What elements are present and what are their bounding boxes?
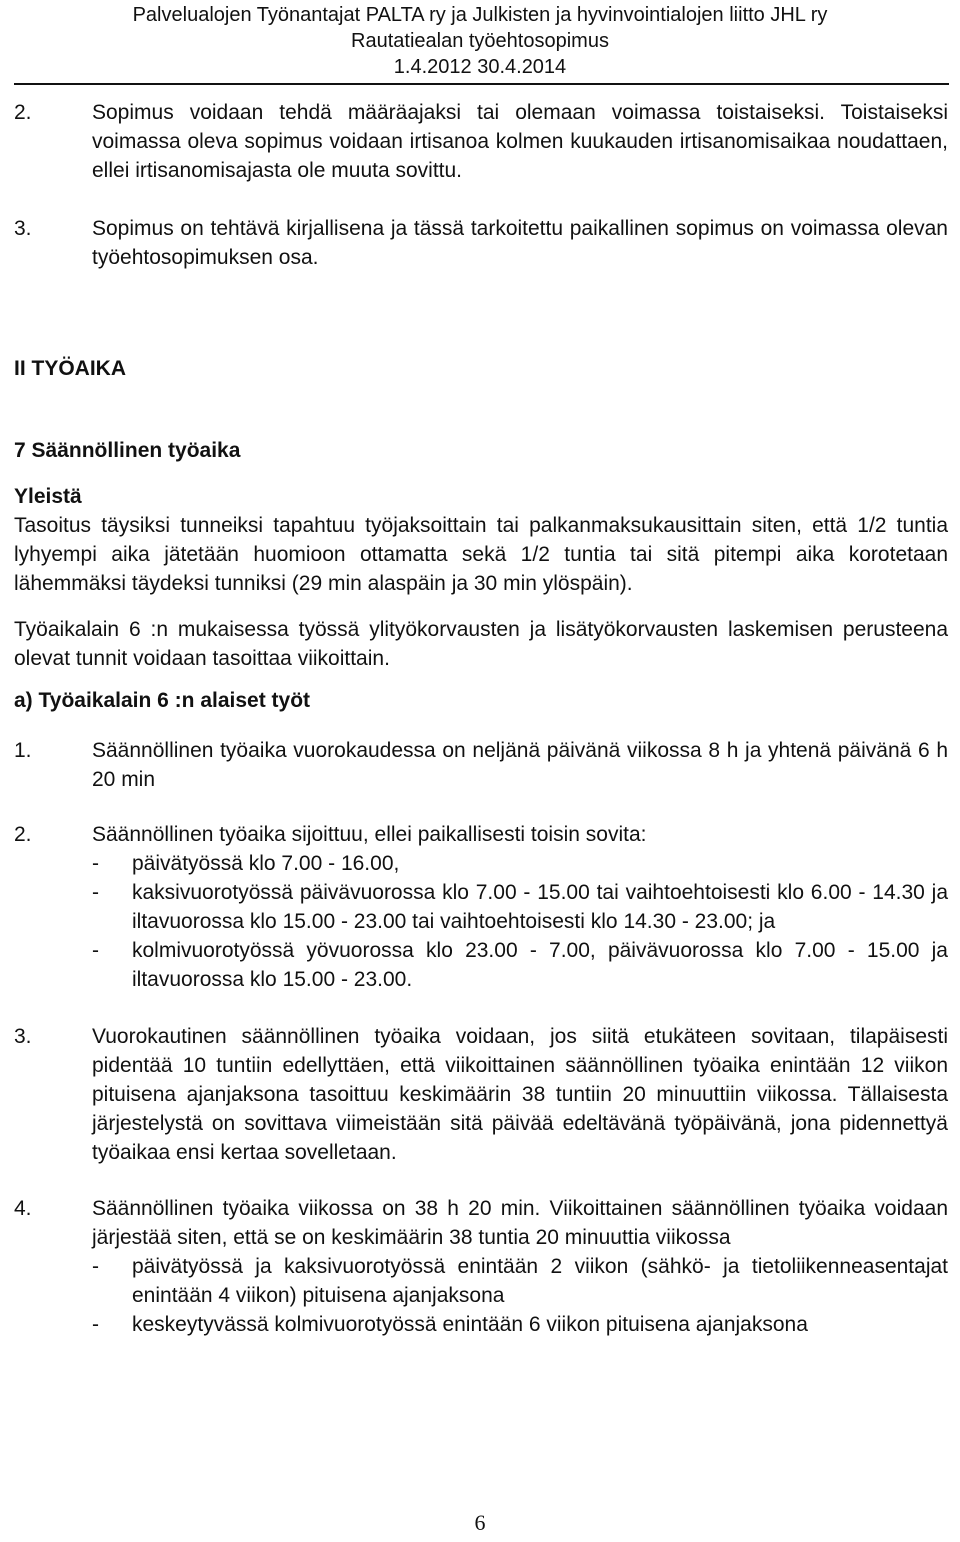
item-number: 4. — [14, 1197, 32, 1220]
list-item — [14, 214, 948, 272]
general-paragraph: Työaikalain 6 :n mukaisessa työssä ylityökorvausten ja lisätyökorvausten laskemisen perusteena olevat tunnit voidaan tasoittaa viikoittain. — [14, 618, 948, 670]
chapter-title: II TYÖAIKA — [14, 357, 127, 380]
list-item — [14, 98, 948, 185]
dash-bullet: - — [92, 852, 99, 875]
list-item — [92, 849, 948, 878]
dash-text: kaksivuorotyössä päivävuorossa klo 7.00 - 15.00 tai vaihtoehtoisesti klo 6.00 - 14.30 ja iltavuorossa klo 15.00 - 23.00 tai vaihtoehtoisesti klo 14.30 - 23.00; ja — [132, 881, 948, 933]
list-item — [14, 736, 948, 794]
dash-bullet: - — [92, 881, 99, 904]
list-item — [92, 878, 948, 936]
list-item — [14, 1194, 948, 1339]
list-item — [92, 1310, 948, 1339]
subheading-a: a) Työaikalain 6 :n alaiset työt — [14, 689, 311, 712]
dash-text: keskeytyvässä kolmivuorotyössä enintään 6 viikon pituisena ajanjaksona — [132, 1313, 808, 1336]
item-text: Sopimus on tehtävä kirjallisena ja tässä tarkoitettu paikallinen sopimus on voimassa olevan työehtosopimuksen osa. — [92, 217, 948, 269]
general-paragraph: Tasoitus täysiksi tunneiksi tapahtuu työjaksoittain tai palkanmaksukausittain siten, että 1/2 tuntia lyhyempi aika jätetään huomioon ottamatta sekä 1/2 tuntia tai sitä pitempi aika korotetaan lähemmäksi täydeksi tunniksi (29 min alaspäin ja 30 min ylöspäin). — [14, 514, 948, 595]
dash-bullet: - — [92, 1313, 99, 1336]
list-item — [14, 1022, 948, 1167]
item-text: Säännöllinen työaika sijoittuu, ellei paikallisesti toisin sovita: — [92, 823, 647, 846]
list-item — [14, 820, 948, 994]
item-text: Vuorokautinen säännöllinen työaika voidaan, jos siitä etukäteen sovitaan, tilapäisesti pidentää 10 tuntiin edellyttäen, että viikoittainen säännöllinen työaika enintään 12 viikon pituisena ajanjaksona tasoittuu keskimäärin 38 tuntiin 20 minuuttiin viikossa. Tällaisesta järjestelystä on sovittava viimeistään sitä päivää edeltävänä työpäivänä, jona pidennettyä työaikaa ensi kertaa sovelletaan. — [92, 1025, 948, 1164]
list-item — [92, 936, 948, 994]
dash-bullet: - — [92, 1255, 99, 1278]
item-number: 1. — [14, 739, 32, 762]
header-line-organizations: Palvelualojen Työnantajat PALTA ry ja Julkisten ja hyvinvointialojen liitto JHL ry — [132, 4, 828, 26]
dash-text: päivätyössä ja kaksivuorotyössä enintään 2 viikon (sähkö- ja tietoliikenneasentajat enintään 4 viikon) pituisena ajanjaksona — [132, 1255, 948, 1307]
header-line-agreement: Rautatiealan työehtosopimus — [351, 30, 609, 52]
item-text: Säännöllinen työaika viikossa on 38 h 20 min. Viikoittainen säännöllinen työaika voidaan järjestää siten, että se on keskimäärin 38 tuntia 20 minuuttia viikossa — [92, 1197, 948, 1249]
dash-text: päivätyössä klo 7.00 - 16.00, — [132, 852, 400, 875]
averaging-periods-list — [92, 1252, 948, 1339]
item-number: 3. — [14, 217, 32, 240]
page-number: 6 — [474, 1510, 486, 1535]
item-text: Sopimus voidaan tehdä määräajaksi tai olemaan voimassa toistaiseksi. Toistaiseksi voimassa oleva sopimus voidaan irtisanoa kolmen kuukauden irtisanomisaikaa noudattaen, ellei irtisanomisajasta ole muuta sovittu. — [92, 101, 948, 182]
item-number: 2. — [14, 823, 32, 846]
header-rule — [14, 83, 949, 85]
section-title: 7 Säännöllinen työaika — [14, 439, 241, 462]
item-number: 3. — [14, 1025, 32, 1048]
item-number: 2. — [14, 101, 32, 124]
subsection-title: Yleistä — [14, 485, 82, 508]
working-hours-list — [92, 849, 948, 994]
document-body — [14, 98, 948, 1339]
item-text: Säännöllinen työaika vuorokaudessa on neljänä päivänä viikossa 8 h ja yhtenä päivänä 6 h 20 min — [92, 739, 948, 791]
dash-bullet: - — [92, 939, 99, 962]
dash-text: kolmivuorotyössä yövuorossa klo 23.00 - 7.00, päivävuorossa klo 7.00 - 15.00 ja iltavuorossa klo 15.00 - 23.00. — [132, 939, 948, 991]
page-header — [0, 2, 960, 80]
header-line-validity: 1.4.2012 30.4.2014 — [393, 56, 567, 78]
list-item — [92, 1252, 948, 1310]
